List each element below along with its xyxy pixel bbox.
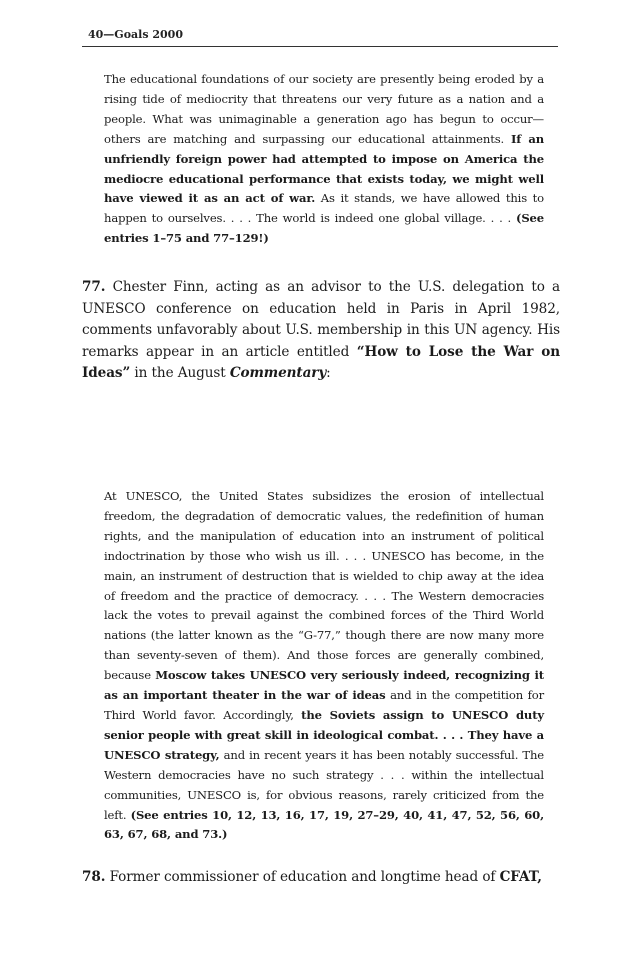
entry-78 — [82, 867, 560, 889]
quote-text: and in the competition for Third World favor. Accordingly, — [104, 688, 544, 722]
quote-text: and in recent years it has been notably successful. The Western democracies have no such strategy . . . within the intellectual communities, UNESCO is, for obvious reasons, rarely criticized from the left. — [104, 747, 544, 822]
cross-reference: (See entries 1–75 and 77–129!) — [104, 211, 544, 246]
publication-title: Commentary — [229, 365, 327, 382]
header-rule — [82, 46, 558, 47]
entry-text: Chester Finn, acting as an advisor to the U.S. delegation to a UNESCO conference on education held in Paris in April 1982, comments unfavorably about U.S. membership in this UN agency. His remarks appear in an article entitled — [82, 279, 560, 360]
cross-reference: (See entries 10, 12, 13, 16, 17, 19, 27–29, 40, 41, 47, 52, 56, 60, 63, 67, 68, and 73.) — [104, 807, 544, 842]
quote-bold-text: Moscow takes UNESCO very seriously indeed, recognizing it as an important theater in the war of ideas — [104, 668, 544, 703]
entry-text: in the August — [130, 365, 230, 382]
quote-text: The educational foundations of our society are presently being eroded by a rising tide of mediocrity that threatens our very future as a nation and a people. What was unimaginable a generation ago has begun to occur—others are matching and surpassing our educational attainments. — [104, 72, 544, 146]
running-head: 40—Goals 2000 — [88, 28, 183, 41]
article-title: “How to Lose the War on Ideas” — [82, 343, 560, 382]
entry-number: 77. — [82, 279, 106, 295]
quote-bold-text: the Soviets assign to UNESCO duty senior people with great skill in ideological combat. . . . They have a UNESCO strategy, — [104, 707, 544, 762]
entry-bold-text: CFAT, — [499, 869, 542, 885]
entry-text: : — [326, 365, 331, 382]
entry-text: Former commissioner of education and longtime head of — [105, 869, 500, 885]
block-quote-nation-at-risk — [104, 70, 544, 249]
quote-bold-text: If an unfriendly foreign power had attempted to impose on America the mediocre educational performance that exists today, we might well have viewed it as an act of war. — [104, 131, 544, 206]
entry-77 — [82, 277, 560, 385]
entry-number: 78. — [82, 869, 106, 885]
quote-text: As it stands, we have allowed this to happen to ourselves. . . . The world is indeed one global village. . . . — [104, 191, 544, 226]
block-quote-unesco — [104, 487, 544, 845]
quote-text: At UNESCO, the United States subsidizes the erosion of intellectual freedom, the degradation of democratic values, the redefinition of human rights, and the manipulation of education into an instrument of political indoctrination by those who wish us ill. . . . UNESCO has become, in the main, an instrument of destruction that is wielded to chip away at the idea of freedom and the practice of democracy. . . . The Western democracies lack the votes to prevail against the combined forces of the Third World nations (the latter known as the “G-77,” though there are now many more than seventy-seven of them). And those forces are generally combined, because — [104, 489, 544, 683]
